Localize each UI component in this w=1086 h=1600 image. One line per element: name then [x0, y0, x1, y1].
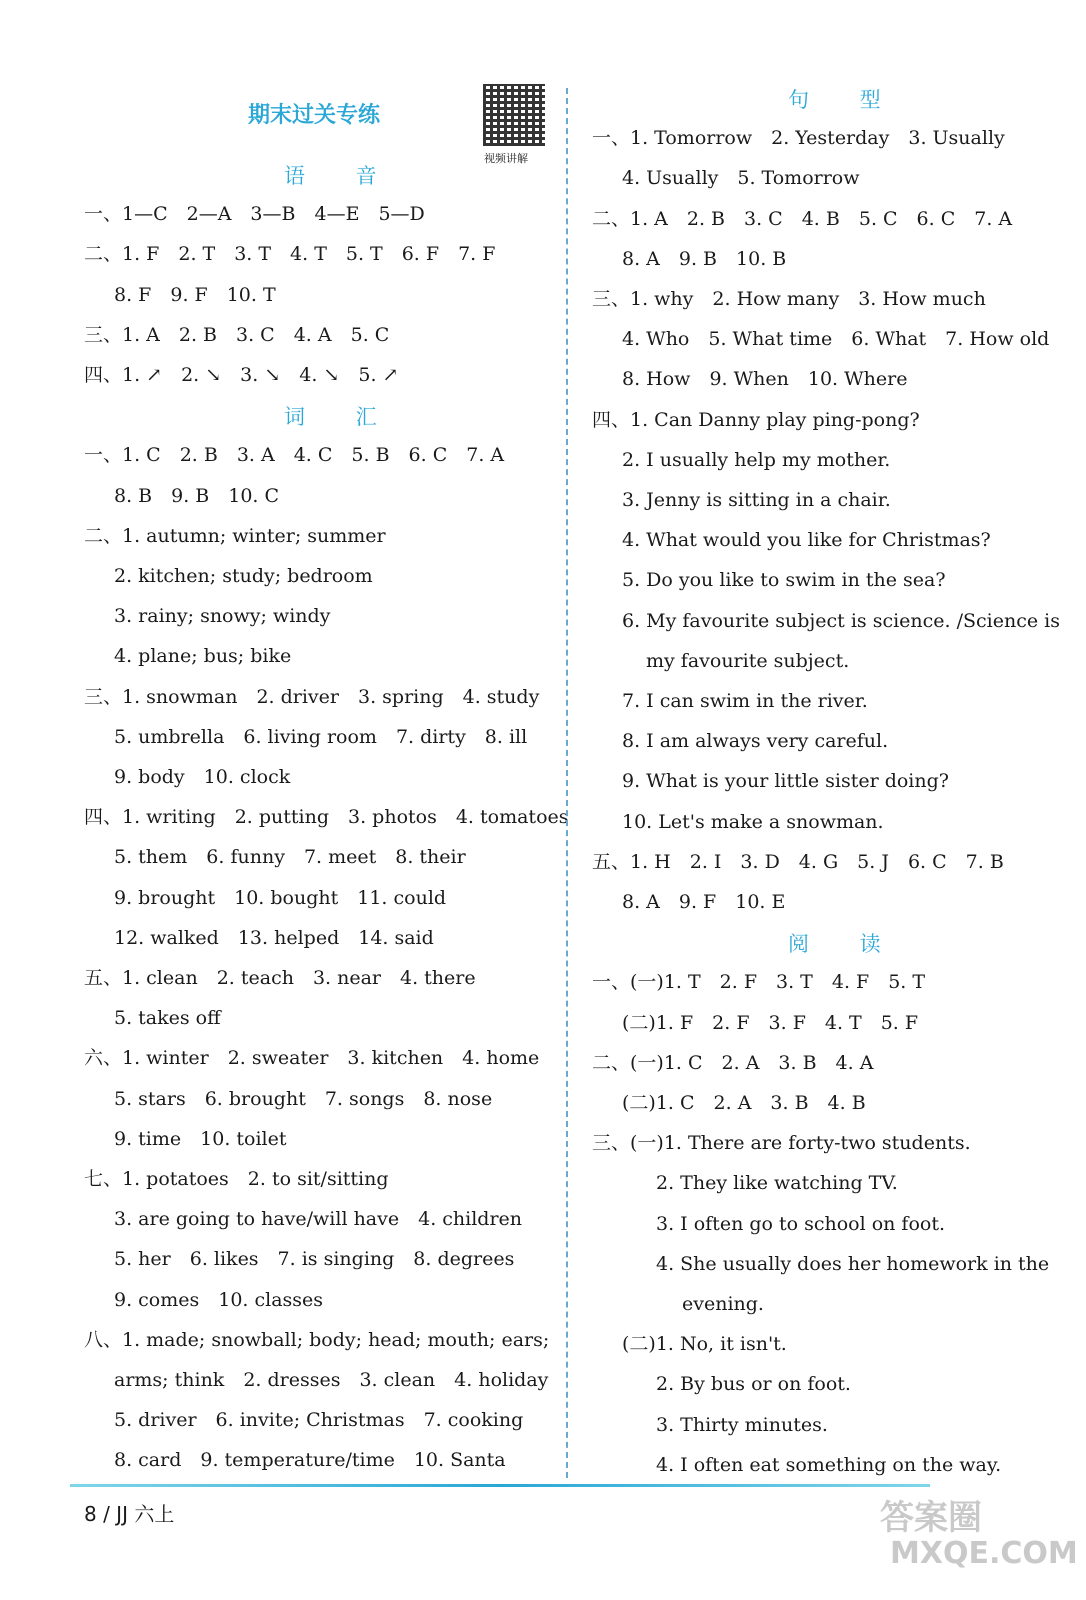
- answer-line: 8. card 9. temperature/time 10. Santa: [114, 1449, 506, 1472]
- answer-line: 四、1. ↗ 2. ↘ 3. ↘ 4. ↘ 5. ↗: [84, 364, 399, 386]
- answer-line: 4. She usually does her homework in the: [656, 1252, 1050, 1275]
- watermark: 答案圈: [880, 1498, 982, 1538]
- answer-line: 2. kitchen; study; bedroom: [114, 565, 373, 587]
- answer-line: 8. A 9. F 10. E: [622, 891, 786, 913]
- answer-line: 4. Usually 5. Tomorrow: [622, 167, 860, 190]
- section-heading: 词 汇: [284, 405, 399, 430]
- answer-line: 10. Let's make a snowman.: [622, 810, 884, 833]
- answer-line: 5. Do you like to swim in the sea?: [622, 569, 946, 592]
- answer-line: 3. Thirty minutes.: [656, 1413, 828, 1436]
- answer-line: my favourite subject.: [646, 649, 850, 672]
- answer-line: 七、1. potatoes 2. to sit/sitting: [84, 1168, 389, 1190]
- answer-line: 五、1. H 2. I 3. D 4. G 5. J 6. C 7. B: [592, 850, 1004, 873]
- qr-code-icon[interactable]: [483, 84, 545, 146]
- answer-line: 2. By bus or on foot.: [656, 1373, 851, 1396]
- section-heading: 阅 读: [788, 932, 903, 957]
- answer-line: 一、(一)1. T 2. F 3. T 4. F 5. T: [592, 971, 926, 994]
- column-divider: [566, 88, 568, 1478]
- answer-line: 三、(一)1. There are forty-two students.: [592, 1132, 971, 1155]
- watermark-url: MXQE.COM: [890, 1536, 1078, 1571]
- answer-line: 9. What is your little sister doing?: [622, 770, 949, 793]
- qr-label: 视频讲解: [484, 152, 528, 165]
- answer-line: arms; think 2. dresses 3. clean 4. holiday: [114, 1369, 549, 1391]
- answer-line: 9. body 10. clock: [114, 766, 291, 788]
- answer-line: 二、1. F 2. T 3. T 4. T 5. T 6. F 7. F: [84, 243, 496, 266]
- answer-line: (二)1. F 2. F 3. F 4. T 5. F: [622, 1011, 919, 1034]
- answer-line: 12. walked 13. helped 14. said: [114, 926, 434, 949]
- answer-line: 三、1. A 2. B 3. C 4. A 5. C: [84, 323, 390, 346]
- answer-line: 八、1. made; snowball; body; head; mouth; ears;: [84, 1328, 550, 1351]
- answer-line: 四、1. writing 2. putting 3. photos 4. tomatoes: [84, 806, 569, 829]
- answer-line: 4. What would you like for Christmas?: [622, 529, 991, 552]
- section-heading: 句 型: [788, 88, 903, 112]
- answer-line: 四、1. Can Danny play ping-pong?: [592, 408, 920, 431]
- answer-line: evening.: [682, 1293, 764, 1315]
- page-footer: 8 / JJ 六上: [84, 1502, 175, 1526]
- answer-line: 4. plane; bus; bike: [114, 645, 292, 668]
- answer-line: 一、1. Tomorrow 2. Yesterday 3. Usually: [592, 127, 1005, 150]
- answer-line: 3. Jenny is sitting in a chair.: [622, 489, 891, 511]
- answer-line: 5. them 6. funny 7. meet 8. their: [114, 846, 466, 869]
- answer-line: 2. They like watching TV.: [656, 1172, 898, 1195]
- page-title: 期末过关专练: [248, 103, 381, 128]
- answer-line: 三、1. why 2. How many 3. How much: [592, 288, 986, 310]
- answer-line: 9. time 10. toilet: [114, 1127, 287, 1150]
- answer-line: (二)1. C 2. A 3. B 4. B: [622, 1092, 866, 1114]
- answer-line: 三、1. snowman 2. driver 3. spring 4. study: [84, 685, 540, 708]
- answer-line: 8. B 9. B 10. C: [114, 484, 280, 507]
- footer-rule: [70, 1484, 930, 1487]
- section-heading: 语 音: [284, 164, 399, 188]
- answer-line: 5. takes off: [114, 1007, 221, 1030]
- answer-line: 5. her 6. likes 7. is singing 8. degrees: [114, 1248, 515, 1271]
- answer-line: 7. I can swim in the river.: [622, 690, 868, 712]
- answer-line: 8. I am always very careful.: [622, 730, 889, 753]
- answer-line: 9. brought 10. bought 11. could: [114, 886, 447, 909]
- answer-line: (二)1. No, it isn't.: [622, 1333, 787, 1356]
- answer-line: 二、1. autumn; winter; summer: [84, 524, 386, 547]
- answer-line: 8. How 9. When 10. Where: [622, 368, 908, 391]
- answer-line: 3. are going to have/will have 4. children: [114, 1208, 523, 1231]
- answer-line: 二、1. A 2. B 3. C 4. B 5. C 6. C 7. A: [592, 207, 1013, 230]
- answer-line: 五、1. clean 2. teach 3. near 4. there: [84, 967, 476, 989]
- answer-line: 5. umbrella 6. living room 7. dirty 8. ill: [114, 725, 528, 748]
- answer-line: 4. Who 5. What time 6. What 7. How old: [622, 328, 1050, 351]
- answer-line: 一、1. C 2. B 3. A 4. C 5. B 6. C 7. A: [84, 444, 505, 467]
- answer-line: 3. I often go to school on foot.: [656, 1212, 946, 1235]
- answer-line: 5. stars 6. brought 7. songs 8. nose: [114, 1087, 493, 1110]
- answer-line: 6. My favourite subject is science. /Science is: [622, 609, 1060, 632]
- answer-line: 8. A 9. B 10. B: [622, 247, 787, 270]
- answer-line: 六、1. winter 2. sweater 3. kitchen 4. home: [84, 1047, 540, 1070]
- answer-line: 3. rainy; snowy; windy: [114, 605, 331, 628]
- answer-line: 4. I often eat something on the way.: [656, 1453, 1002, 1476]
- answer-line: 5. driver 6. invite; Christmas 7. cooking: [114, 1409, 524, 1432]
- answer-line: 一、1—C 2—A 3—B 4—E 5—D: [84, 203, 425, 226]
- answer-line: 8. F 9. F 10. T: [114, 283, 276, 306]
- answer-line: 二、(一)1. C 2. A 3. B 4. A: [592, 1051, 874, 1074]
- answer-line: 2. I usually help my mother.: [622, 448, 891, 471]
- answer-line: 9. comes 10. classes: [114, 1288, 324, 1311]
